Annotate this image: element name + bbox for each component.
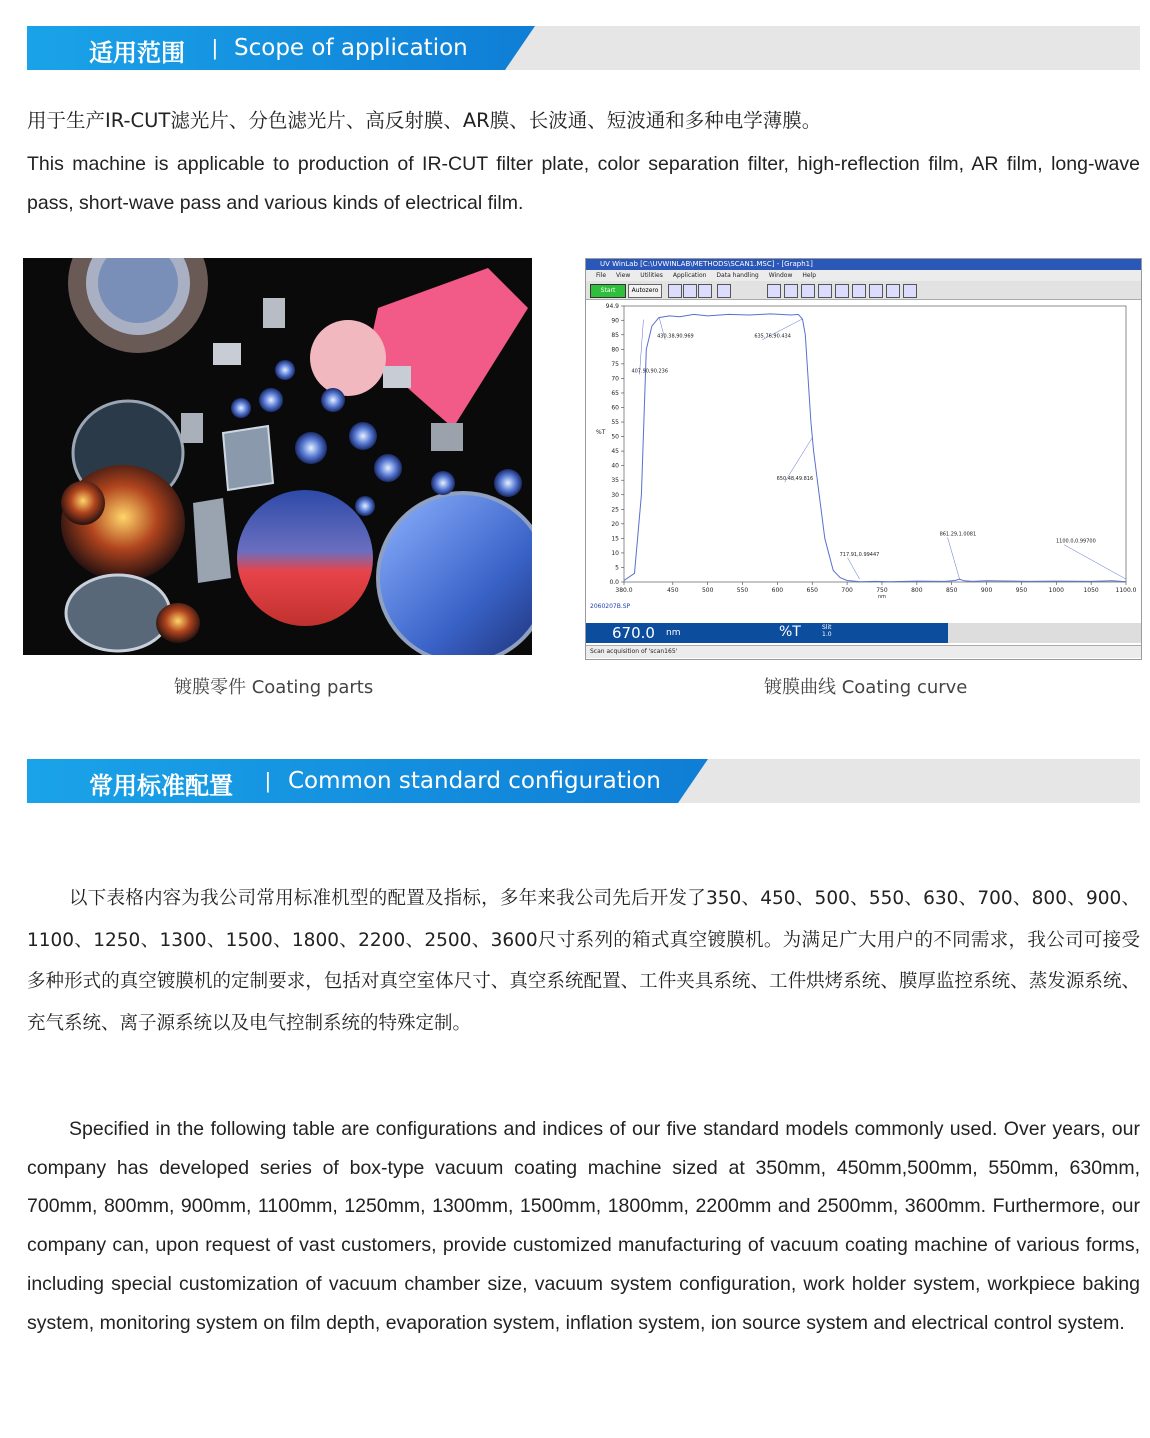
x-tick-label: 500 (701, 587, 714, 594)
status-message: Scan acquisition of 'scan165' (590, 648, 678, 655)
toolbar-icon[interactable] (801, 284, 815, 298)
y-tick-label: 65 (611, 389, 619, 397)
toolbar-icon[interactable] (818, 284, 832, 298)
y-tick-label: 80 (611, 346, 619, 354)
x-tick-label: 800 (911, 587, 923, 594)
section-header-scope (27, 26, 1140, 70)
config-text-en: Specified in the following table are configurations and indices of our five standard models commonly used. Over years, our company has developed series of box-type vacuum coating machine sized at 350mm, 450mm,500mm, 550mm, 630mm, 700mm, 800mm, 900mm, 1100mm, 1250mm, 1300mm, 1500mm, 1800mm, 2200mm and 2500mm, 3600mm. Furthermore, our company can, upon request of vast customers, provide customized manufacturing of vacuum coating machine of various forms, including special customization of vacuum chamber size, vacuum system configuration, work holder system, workpiece baking system, monitoring system on film depth, evaporation system, inflation system, ion source system and electrical control system. (27, 1118, 1140, 1334)
toolbar-icon[interactable] (784, 284, 798, 298)
x-tick-label: 650 (806, 587, 818, 594)
annotation-label: 635.76,90.434 (754, 333, 791, 340)
menu-item-utilities[interactable]: Utilities (640, 272, 663, 279)
toolbar-icon[interactable] (852, 284, 866, 298)
coating-parts-photo (23, 258, 532, 655)
section-title-separator: | (212, 35, 218, 60)
intro-text-en: This machine is applicable to production of IR-CUT filter plate, color separation filter, high-reflection film, AR film, long-wave pass, short-wave pass and various kinds of electrical film. (27, 153, 1140, 214)
start-button[interactable]: Start (590, 284, 626, 298)
y-tick-label: 35 (611, 477, 619, 485)
toolbar-icon[interactable] (683, 284, 697, 298)
annotation-label: 1100.0,0.99700 (1056, 538, 1096, 545)
status-bar (586, 623, 1141, 643)
status-message-bar (586, 645, 1141, 658)
y-tick-label: 30 (611, 491, 619, 499)
coating-parts-illustration (23, 258, 532, 655)
coating-parts-caption: 镀膜零件 Coating parts (174, 677, 374, 698)
y-tick-label: 15 (611, 535, 619, 543)
wavelength-unit: nm (666, 628, 681, 638)
y-tick-label: 85 (611, 331, 619, 339)
annotation-label: 407.90,90.236 (631, 368, 669, 375)
file-tab[interactable]: 2060207B.SP (590, 603, 631, 610)
slit-readout (822, 624, 832, 638)
annotation-leader (639, 320, 643, 375)
x-tick-label: 1050 (1083, 587, 1099, 594)
toolbar-icon[interactable] (886, 284, 900, 298)
x-tick-label: 900 (980, 587, 993, 594)
y-tick-label: 70 (611, 375, 619, 383)
window-toolbar (586, 281, 1141, 300)
window-menu-bar (586, 270, 1141, 281)
y-tick-label: 25 (611, 506, 619, 514)
section-title-en: Scope of application (234, 35, 468, 61)
y-tick-label: 40 (611, 462, 619, 470)
autozero-button[interactable]: Autozero (628, 284, 662, 298)
y-tick-label: 94.9 (605, 303, 619, 310)
toolbar-icon[interactable] (835, 284, 849, 298)
window-title-bar (586, 259, 1141, 270)
status-readout (586, 623, 948, 643)
annotation-label: 650.48,49.816 (776, 476, 814, 483)
y-tick-label: 45 (611, 448, 619, 456)
section-title-en: Common standard configuration (288, 768, 661, 794)
annotation-leader (848, 558, 860, 579)
y-tick-label: 75 (611, 360, 619, 368)
toolbar-icon[interactable] (767, 284, 781, 298)
annotation-label: 717.91,0.99447 (839, 551, 880, 558)
measure-mode: %T (779, 624, 801, 640)
section-title-separator: | (265, 768, 271, 793)
menu-item-file[interactable]: File (596, 272, 607, 279)
section-header-config (27, 759, 1140, 803)
y-tick-label: 60 (611, 404, 619, 412)
menu-item-application[interactable]: Application (672, 272, 707, 279)
x-tick-label: 450 (667, 587, 679, 594)
y-tick-label: 5 (615, 564, 619, 572)
window-title: UV WinLab [C:\UVWINLAB\METHODS\SCAN1.MSC] - [Graph1] (600, 260, 813, 268)
y-tick-label: 0.0 (609, 579, 619, 586)
intro-text-cn: 用于生产IR-CUT滤光片、分色滤光片、高反射膜、AR膜、长波通、短波通和多种电学薄膜。 (27, 109, 822, 132)
toolbar-icon[interactable] (668, 284, 682, 298)
y-tick-label: 10 (611, 549, 619, 557)
annotation-label: 430.38,90.969 (657, 333, 694, 340)
x-tick-label: 1100.0 (1115, 587, 1137, 594)
y-tick-label: 50 (611, 433, 619, 441)
x-tick-label: 550 (736, 587, 749, 594)
coating-curve-chart (586, 300, 1141, 600)
toolbar-icon[interactable] (717, 284, 731, 298)
menu-item-view[interactable]: View (616, 272, 631, 279)
annotation-leader (948, 537, 960, 579)
slit-label: Slit (822, 624, 832, 631)
slit-value: 1.0 (822, 631, 832, 638)
y-tick-label: 55 (611, 419, 619, 427)
section-title-cn: 常用标准配置 (89, 772, 233, 800)
annotation-label: 861.29,1.0081 (939, 531, 977, 538)
x-tick-label: 700 (841, 587, 853, 594)
menu-item-data-handling[interactable]: Data handling (716, 272, 759, 279)
coating-curve-window (585, 258, 1142, 660)
section-title-cn: 适用范围 (89, 39, 185, 67)
plot-frame (624, 306, 1126, 582)
config-text-cn: 以下表格内容为我公司常用标准机型的配置及指标，多年来我公司先后开发了350、450、500、550、630、700、800、900、1100、1250、1300、1500、1800、2200、2500、3600尺寸系列的箱式真空镀膜机。为满足广大用户的不同需求，我公司可接受多种形式的真空镀膜机的定制要求，包括对真空室体尺寸、真空系统配置、工件夹具系统、工件烘烤系统、膜厚监控系统、蒸发源系统、充气系统、离子源系统以及电气控制系统的特殊定制。 (27, 888, 1140, 1034)
toolbar-icon[interactable] (903, 284, 917, 298)
x-tick-label: 750 (876, 587, 888, 594)
y-axis-label: %T (596, 429, 606, 436)
annotation-leader (1064, 545, 1126, 579)
x-axis-label: nm (877, 594, 886, 600)
coating-curve-caption: 镀膜曲线 Coating curve (764, 677, 968, 698)
x-tick-label: 380.0 (615, 587, 633, 594)
toolbar-icon[interactable] (698, 284, 712, 298)
wavelength-value: 670.0 (612, 624, 655, 642)
menu-item-window[interactable]: Window (768, 272, 793, 279)
toolbar-icon[interactable] (869, 284, 883, 298)
x-tick-label: 950 (1015, 587, 1028, 594)
graph-area (586, 300, 1141, 600)
series-line (624, 314, 1126, 582)
x-tick-label: 600 (771, 587, 784, 594)
menu-item-help[interactable]: Help (802, 272, 817, 279)
x-tick-label: 1000 (1048, 587, 1064, 594)
y-tick-label: 90 (611, 317, 619, 325)
y-tick-label: 20 (611, 520, 619, 528)
x-tick-label: 850 (945, 587, 958, 594)
